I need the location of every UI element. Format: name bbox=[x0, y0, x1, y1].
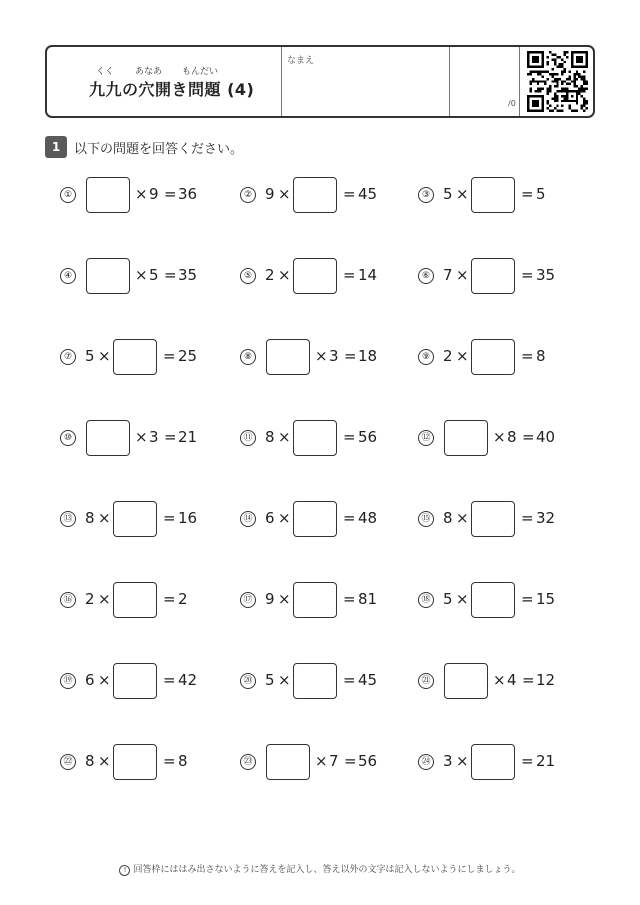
product: 32 bbox=[536, 509, 556, 527]
times-sign: × bbox=[493, 428, 506, 446]
equals-sign: = bbox=[522, 428, 535, 446]
equals-sign: = bbox=[343, 266, 356, 284]
factor: 9 bbox=[265, 590, 275, 608]
equals-sign: = bbox=[521, 266, 534, 284]
product: 12 bbox=[536, 671, 556, 689]
factor: 9 bbox=[149, 185, 159, 203]
problem-number: ⑪ bbox=[240, 430, 256, 446]
equals-sign: = bbox=[343, 671, 356, 689]
product: 45 bbox=[358, 671, 378, 689]
product: 15 bbox=[536, 590, 556, 608]
problem-number: ⑨ bbox=[418, 349, 434, 365]
factor: 5 bbox=[85, 347, 95, 365]
title-ruby: あなあ bbox=[135, 67, 163, 77]
equals-sign: = bbox=[163, 590, 176, 608]
times-sign: × bbox=[278, 671, 291, 689]
factor: 9 bbox=[265, 185, 275, 203]
qr-code-icon bbox=[527, 51, 588, 112]
equals-sign: = bbox=[343, 185, 356, 203]
times-sign: × bbox=[456, 752, 469, 770]
equals-sign: = bbox=[343, 590, 356, 608]
divider bbox=[281, 47, 282, 116]
factor: 5 bbox=[443, 590, 453, 608]
times-sign: × bbox=[456, 266, 469, 284]
title-cell bbox=[47, 47, 281, 116]
factor: 8 bbox=[443, 509, 453, 527]
product: 8 bbox=[536, 347, 546, 365]
times-sign: × bbox=[315, 347, 328, 365]
answer-box[interactable] bbox=[113, 501, 157, 537]
page-title: 九九の穴開き問題 (4) bbox=[89, 80, 255, 99]
factor: 3 bbox=[329, 347, 339, 365]
info-icon: ! bbox=[119, 865, 130, 876]
answer-box[interactable] bbox=[293, 582, 337, 618]
equals-sign: = bbox=[163, 671, 176, 689]
times-sign: × bbox=[135, 185, 148, 203]
answer-box[interactable] bbox=[113, 663, 157, 699]
footer-text: 回答枠にははみ出さないように答えを記入し、答え以外の文字は記入しないようにしましょう。 bbox=[133, 865, 521, 875]
answer-box[interactable] bbox=[113, 744, 157, 780]
worksheet-header bbox=[45, 45, 595, 118]
equals-sign: = bbox=[163, 347, 176, 365]
factor: 7 bbox=[329, 752, 339, 770]
equals-sign: = bbox=[522, 671, 535, 689]
equals-sign: = bbox=[344, 347, 357, 365]
product: 48 bbox=[358, 509, 378, 527]
product: 18 bbox=[358, 347, 378, 365]
answer-box[interactable] bbox=[471, 582, 515, 618]
answer-box[interactable] bbox=[293, 420, 337, 456]
factor: 2 bbox=[265, 266, 275, 284]
equals-sign: = bbox=[164, 428, 177, 446]
title-ruby: くく bbox=[96, 67, 115, 77]
product: 8 bbox=[178, 752, 188, 770]
factor: 2 bbox=[85, 590, 95, 608]
times-sign: × bbox=[278, 428, 291, 446]
answer-box[interactable] bbox=[293, 501, 337, 537]
equals-sign: = bbox=[521, 590, 534, 608]
equals-sign: = bbox=[521, 752, 534, 770]
problem-number: ⑮ bbox=[418, 511, 434, 527]
answer-box[interactable] bbox=[471, 258, 515, 294]
product: 45 bbox=[358, 185, 378, 203]
product: 21 bbox=[536, 752, 556, 770]
factor: 5 bbox=[149, 266, 159, 284]
divider bbox=[449, 47, 450, 116]
times-sign: × bbox=[98, 752, 111, 770]
answer-box[interactable] bbox=[86, 420, 130, 456]
equals-sign: = bbox=[163, 509, 176, 527]
product: 56 bbox=[358, 428, 378, 446]
product: 21 bbox=[178, 428, 198, 446]
equals-sign: = bbox=[164, 266, 177, 284]
problem-number: ③ bbox=[418, 187, 434, 203]
times-sign: × bbox=[493, 671, 506, 689]
problem-number: ⑱ bbox=[418, 592, 434, 608]
factor: 2 bbox=[443, 347, 453, 365]
equals-sign: = bbox=[521, 509, 534, 527]
problem-number: ⑭ bbox=[240, 511, 256, 527]
factor: 5 bbox=[443, 185, 453, 203]
equals-sign: = bbox=[521, 347, 534, 365]
problem-number: ㉔ bbox=[418, 754, 434, 770]
problem-number: ⑦ bbox=[60, 349, 76, 365]
answer-box[interactable] bbox=[86, 258, 130, 294]
times-sign: × bbox=[135, 266, 148, 284]
problem-number: ㉓ bbox=[240, 754, 256, 770]
times-sign: × bbox=[456, 185, 469, 203]
problem-number: ⑤ bbox=[240, 268, 256, 284]
product: 56 bbox=[358, 752, 378, 770]
factor: 5 bbox=[265, 671, 275, 689]
problem-number: ㉒ bbox=[60, 754, 76, 770]
answer-box[interactable] bbox=[266, 744, 310, 780]
times-sign: × bbox=[98, 590, 111, 608]
equals-sign: = bbox=[521, 185, 534, 203]
factor: 6 bbox=[85, 671, 95, 689]
factor: 8 bbox=[85, 752, 95, 770]
problem-number: ⑩ bbox=[60, 430, 76, 446]
product: 25 bbox=[178, 347, 198, 365]
problem-number: ⑧ bbox=[240, 349, 256, 365]
factor: 3 bbox=[443, 752, 453, 770]
problem-number: ⑬ bbox=[60, 511, 76, 527]
problem-number: ⑯ bbox=[60, 592, 76, 608]
problem-number: ⑳ bbox=[240, 673, 256, 689]
times-sign: × bbox=[98, 347, 111, 365]
answer-box[interactable] bbox=[444, 663, 488, 699]
product: 35 bbox=[178, 266, 198, 284]
answer-box[interactable] bbox=[293, 177, 337, 213]
problem-number: ⑰ bbox=[240, 592, 256, 608]
product: 81 bbox=[358, 590, 378, 608]
product: 36 bbox=[178, 185, 198, 203]
times-sign: × bbox=[98, 671, 111, 689]
factor: 3 bbox=[149, 428, 159, 446]
factor: 8 bbox=[507, 428, 517, 446]
problem-number: ㉑ bbox=[418, 673, 434, 689]
problem-number: ⑥ bbox=[418, 268, 434, 284]
times-sign: × bbox=[278, 185, 291, 203]
answer-box[interactable] bbox=[444, 420, 488, 456]
answer-box[interactable] bbox=[471, 177, 515, 213]
score-label: /0 bbox=[508, 99, 516, 108]
equals-sign: = bbox=[344, 752, 357, 770]
divider bbox=[519, 47, 520, 116]
times-sign: × bbox=[315, 752, 328, 770]
times-sign: × bbox=[456, 347, 469, 365]
problem-number: ① bbox=[60, 187, 76, 203]
product: 35 bbox=[536, 266, 556, 284]
equals-sign: = bbox=[343, 428, 356, 446]
problem-number: ⑫ bbox=[418, 430, 434, 446]
answer-box[interactable] bbox=[113, 339, 157, 375]
product: 14 bbox=[358, 266, 378, 284]
times-sign: × bbox=[278, 509, 291, 527]
answer-box[interactable] bbox=[471, 339, 515, 375]
answer-box[interactable] bbox=[293, 663, 337, 699]
problem-number: ④ bbox=[60, 268, 76, 284]
equals-sign: = bbox=[343, 509, 356, 527]
problem-number: ⑲ bbox=[60, 673, 76, 689]
answer-box[interactable] bbox=[471, 744, 515, 780]
product: 2 bbox=[178, 590, 188, 608]
factor: 4 bbox=[507, 671, 517, 689]
answer-box[interactable] bbox=[86, 177, 130, 213]
times-sign: × bbox=[456, 509, 469, 527]
product: 16 bbox=[178, 509, 198, 527]
factor: 6 bbox=[265, 509, 275, 527]
factor: 7 bbox=[443, 266, 453, 284]
times-sign: × bbox=[456, 590, 469, 608]
product: 42 bbox=[178, 671, 198, 689]
product: 40 bbox=[536, 428, 556, 446]
times-sign: × bbox=[278, 590, 291, 608]
times-sign: × bbox=[278, 266, 291, 284]
answer-box[interactable] bbox=[293, 258, 337, 294]
times-sign: × bbox=[135, 428, 148, 446]
factor: 8 bbox=[265, 428, 275, 446]
name-label: なまえ bbox=[287, 56, 315, 66]
answer-box[interactable] bbox=[471, 501, 515, 537]
title-ruby: もんだい bbox=[182, 67, 219, 77]
product: 5 bbox=[536, 185, 546, 203]
times-sign: × bbox=[98, 509, 111, 527]
problem-number: ② bbox=[240, 187, 256, 203]
answer-box[interactable] bbox=[266, 339, 310, 375]
section-instruction: 以下の問題を回答ください。 bbox=[74, 142, 244, 157]
footer-note bbox=[0, 862, 640, 876]
section-number-badge: 1 bbox=[45, 136, 67, 158]
equals-sign: = bbox=[163, 752, 176, 770]
answer-box[interactable] bbox=[113, 582, 157, 618]
factor: 8 bbox=[85, 509, 95, 527]
equals-sign: = bbox=[164, 185, 177, 203]
